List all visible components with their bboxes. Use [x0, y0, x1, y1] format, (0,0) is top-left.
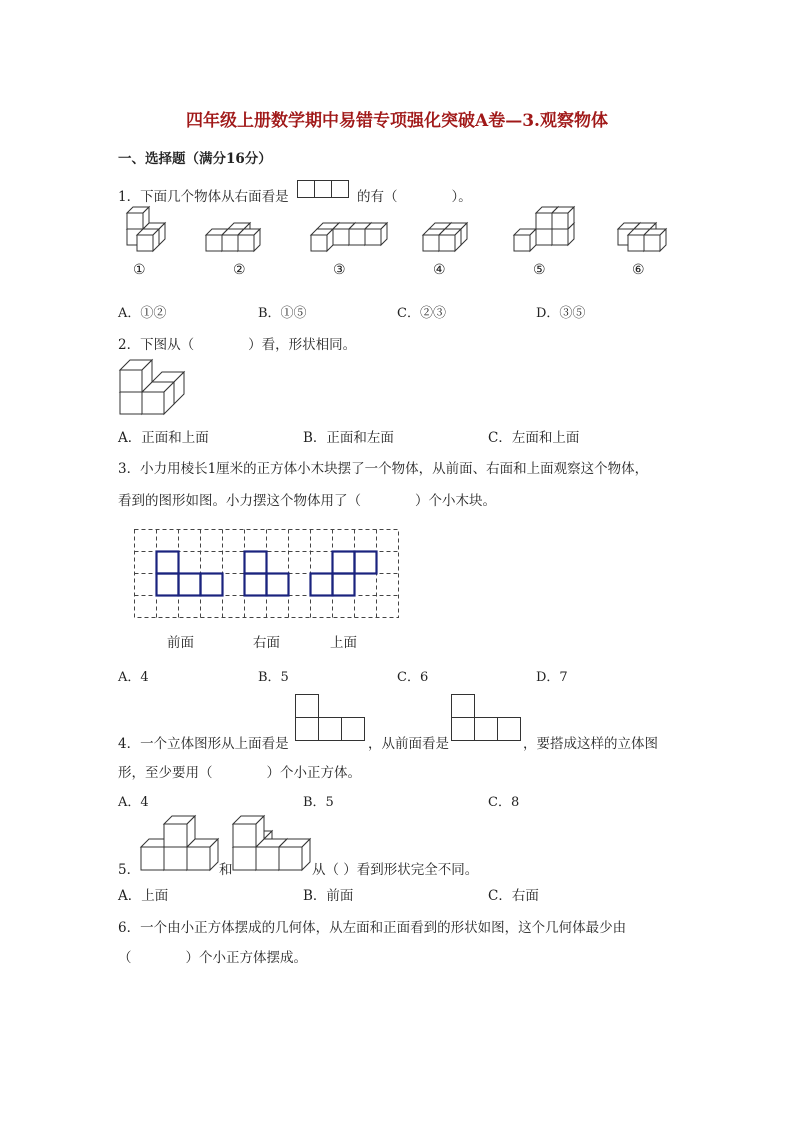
q2-solid-figure — [119, 356, 189, 418]
q2-option-b[interactable]: B．正面和左面 — [303, 430, 394, 446]
q4-stem-end: ，要搭成这样的立体图 — [523, 736, 658, 752]
q2-option-a[interactable]: A．正面和上面 — [118, 430, 209, 446]
q4-top-view-figure — [295, 694, 367, 744]
q2-stem: 2．下图从（ ）看，形状相同。 — [118, 337, 357, 353]
q4-option-b[interactable]: B．5 — [303, 795, 334, 810]
q1-figure-label-2: ② — [233, 262, 246, 278]
q3-option-c[interactable]: C．6 — [397, 670, 429, 685]
q1-figure-label-6: ⑥ — [632, 262, 645, 278]
q5-stem-end: 从（ ）看到形状完全不同。 — [312, 862, 479, 878]
q3-view-label-top: 上面 — [330, 635, 357, 651]
q5-and-text: 和 — [219, 862, 233, 878]
q4-stem-line-2: 形，至少要用（ ）个小正方体。 — [118, 765, 361, 781]
q3-option-a[interactable]: A．4 — [118, 670, 149, 685]
q1-figure-label-4: ④ — [433, 262, 446, 278]
q5-solid-figure-1 — [140, 813, 220, 873]
q1-stem-start: 1．下面几个物体从右面看是 — [118, 189, 289, 205]
q1-option-c[interactable]: C．②③ — [397, 306, 446, 321]
q1-figure-label-5: ⑤ — [533, 262, 546, 278]
q3-option-d[interactable]: D．7 — [536, 670, 568, 685]
q1-option-a[interactable]: A．①② — [118, 306, 167, 321]
q3-option-b[interactable]: B．5 — [258, 670, 289, 685]
q1-solid-figures — [118, 212, 688, 267]
q1-figure-label-3: ③ — [333, 262, 346, 278]
q4-stem-middle: ，从前面看是 — [368, 736, 449, 752]
q3-views-grid — [134, 529, 400, 619]
q3-view-label-front: 前面 — [167, 635, 194, 651]
section-heading: 一、选择题（满分16分） — [118, 151, 272, 167]
q1-stem-end: 的有（ ）。 — [357, 189, 472, 205]
q6-stem-line-2: （ ）个小正方体摆成。 — [118, 950, 307, 966]
q4-front-view-figure — [451, 694, 523, 744]
q3-stem-line-2: 看到的图形如图。小力摆这个物体用了（ ）个小木块。 — [118, 493, 496, 509]
q6-stem-line-1: 6．一个由小正方体摆成的几何体，从左面和正面看到的形状如图，这个几何体最少由 — [118, 920, 627, 936]
q1-figure-label-1: ① — [133, 262, 146, 278]
q4-option-a[interactable]: A．4 — [118, 795, 149, 810]
q1-right-view-figure — [297, 180, 352, 200]
q5-number: 5． — [118, 862, 141, 878]
q5-option-c[interactable]: C．右面 — [488, 888, 539, 904]
q1-option-d[interactable]: D．③⑤ — [536, 306, 586, 321]
q1-option-b[interactable]: B．①⑤ — [258, 306, 307, 321]
q4-option-c[interactable]: C．8 — [488, 795, 520, 810]
page-title: 四年级上册数学期中易错专项强化突破A卷—3.观察物体 — [186, 111, 608, 131]
q3-view-label-right: 右面 — [253, 635, 280, 651]
q4-stem-start: 4．一个立体图形从上面看是 — [118, 736, 289, 752]
q5-solid-figure-2 — [232, 813, 314, 873]
q5-option-b[interactable]: B．前面 — [303, 888, 354, 904]
q3-stem-line-1: 3．小力用棱长1厘米的正方体小木块摆了一个物体，从前面、右面和上面观察这个物体， — [118, 461, 649, 477]
q2-option-c[interactable]: C．左面和上面 — [488, 430, 580, 446]
q5-option-a[interactable]: A．上面 — [118, 888, 169, 904]
